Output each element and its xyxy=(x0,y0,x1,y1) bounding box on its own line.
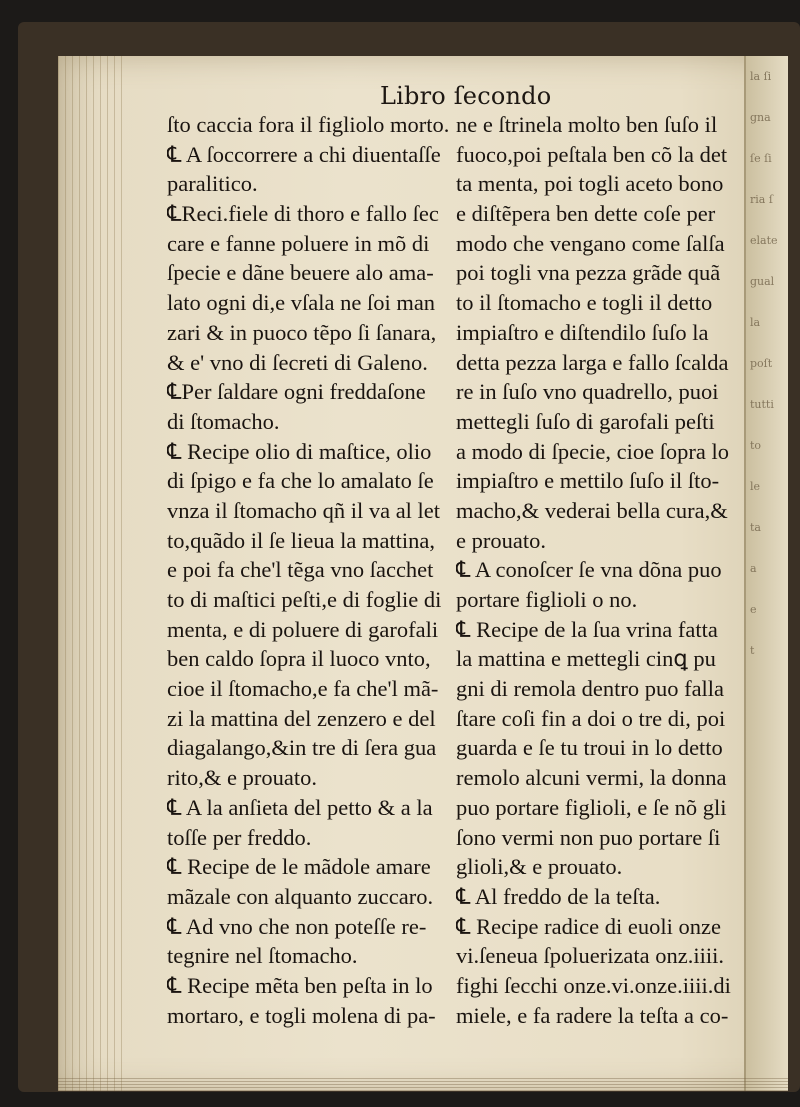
right-column-line: ℄ Al freddo de la teſta. xyxy=(456,883,661,909)
left-column-line: e poi fa che'l tẽga vno ſacchet xyxy=(167,557,434,583)
right-column-line: poi togli vna pezza grãde quã xyxy=(456,260,721,286)
left-column-line: mortaro, e togli molena di pa- xyxy=(167,1002,436,1028)
left-column-line: di ſtomacho. xyxy=(167,408,280,434)
adjacent-page-fragment: elate xyxy=(750,234,778,247)
right-column-line: portare figlioli o no. xyxy=(456,587,638,612)
adjacent-page-fragment: gna xyxy=(750,111,771,124)
left-column-line: ben caldo ſopra il luoco vnto, xyxy=(167,646,431,672)
left-column-line: to,quãdo il ſe lieua la mattina, xyxy=(167,527,436,553)
page-edges xyxy=(58,56,128,1091)
right-column-line: vi.ſeneua ſpoluerizata onz.iiii. xyxy=(456,943,725,969)
left-column-line: ℄ Recipe olio di maſtice, olio xyxy=(167,438,432,464)
left-column-line: mãzale con alquanto zuccaro. xyxy=(167,883,434,909)
left-column-line: care e fanne poluere in mõ di xyxy=(167,230,430,256)
running-head: Libro ſecondo xyxy=(380,82,552,110)
left-column-line: ſpecie e dãne beuere alo ama- xyxy=(167,260,434,286)
left-column-line: vnza il ſtomacho qñ il va al let xyxy=(167,497,441,523)
adjacent-page-fragment: e xyxy=(750,603,757,616)
adjacent-page-text xyxy=(746,56,788,671)
right-column-line: modo che vengano come ſalſa xyxy=(456,230,725,256)
left-column-line: ſto caccia fora il figliolo morto. xyxy=(167,112,450,137)
right-column-line: miele, e fa radere la teſta a co- xyxy=(456,1002,729,1028)
adjacent-page-fragment: to xyxy=(750,439,762,452)
right-column-line: ne e ſtrinela molto ben ſuſo il xyxy=(456,112,718,137)
left-column-line: tegnire nel ſtomacho. xyxy=(167,943,358,969)
left-column-line: rito,& e prouato. xyxy=(167,765,317,791)
left-column-line: to di maſtici peſti,e di foglie di xyxy=(167,587,442,612)
right-column-line: ſtare coſi fin a doi o tre di, poi xyxy=(456,705,726,731)
right-column-line: detta pezza larga e fallo ſcalda xyxy=(456,349,729,375)
right-column-line: macho,& vederai bella cura,& xyxy=(456,497,728,523)
right-column-line: guarda e ſe tu troui in lo detto xyxy=(456,735,723,761)
right-column-line: ℄ Recipe de la ſua vrina fatta xyxy=(456,616,718,642)
left-column-line: ℄ Recipe de le mãdole amare xyxy=(167,854,431,880)
left-column-line: toſſe per freddo. xyxy=(167,824,312,850)
adjacent-page-fragment: la xyxy=(750,316,761,329)
right-column-line: ſono vermi non puo portare ſi xyxy=(456,824,721,850)
page-bottom-edge xyxy=(58,1077,788,1091)
left-column-line: cioe il ſtomacho,e fa che'l mã- xyxy=(167,676,439,702)
left-column-line: ℄ A ſoccorrere a chi diuentaſſe xyxy=(167,141,441,167)
right-column-line: la mattina e mettegli cinꝗ pu xyxy=(456,646,716,672)
right-column-line: fuoco,poi peſtala ben cõ la det xyxy=(456,141,728,167)
left-column-line: ℄ A la anſieta del petto & a la xyxy=(167,794,433,820)
adjacent-page-fragment: ſe ſi xyxy=(750,152,772,165)
left-column-line: ℄Per ſaldare ogni freddaſone xyxy=(167,379,426,405)
left-column-line: di ſpigo e fa che lo amalato ſe xyxy=(167,468,434,494)
right-column-line: ℄ A conoſcer ſe vna dõna puo xyxy=(456,557,722,583)
adjacent-page-fragment: a xyxy=(750,562,757,575)
right-column-line: glioli,& e prouato. xyxy=(456,854,623,880)
adjacent-page-fragment: la ſi xyxy=(750,70,772,83)
right-column-line: impiaſtro e mettilo ſuſo il ſto- xyxy=(456,468,720,494)
left-column-line: paralitico. xyxy=(167,171,258,197)
right-column-line: gni di remola dentro puo falla xyxy=(456,676,725,702)
left-column-line: ℄ Ad vno che non poteſſe re- xyxy=(167,913,427,939)
left-column-line: lato ogni di,e vſala ne ſoi man xyxy=(167,290,436,316)
adjacent-page-fragment: poſt xyxy=(750,357,773,370)
adjacent-page-edge xyxy=(744,56,788,1091)
right-column-line: a modo di ſpecie, cioe ſopra lo xyxy=(456,438,730,464)
right-column-line: puo portare figlioli, e ſe nõ gli xyxy=(456,794,727,820)
adjacent-page-fragment: ria ſ xyxy=(750,193,773,206)
right-column-line: mettegli ſuſo di garofali peſti xyxy=(456,408,715,434)
right-column-line: e diſtẽpera ben dette coſe per xyxy=(456,201,716,227)
left-column-line: ℄Reci.fiele di thoro e fallo ſec xyxy=(167,201,439,227)
right-column-line: impiaſtro e diſtendilo ſuſo la xyxy=(456,319,709,345)
adjacent-page-fragment: tutti xyxy=(750,398,774,411)
left-column-line: ℄ Recipe mẽta ben peſta in lo xyxy=(167,972,433,998)
left-column-line: zi la mattina del zenzero e del xyxy=(167,705,436,731)
right-column-line: remolo alcuni vermi, la donna xyxy=(456,765,727,791)
right-column-line: fighi ſecchi onze.vi.onze.iiii.di xyxy=(456,972,731,998)
adjacent-page-fragment: le xyxy=(750,480,761,493)
adjacent-page-fragment: t xyxy=(750,644,755,657)
right-text-column xyxy=(456,110,741,1030)
left-text-column xyxy=(167,110,452,1030)
adjacent-page-fragment: gual xyxy=(750,275,775,288)
adjacent-page-fragment: ta xyxy=(750,521,761,534)
right-column-line: e prouato. xyxy=(456,527,546,553)
right-column-line: re in ſuſo vno quadrello, puoi xyxy=(456,379,719,405)
left-column-line: & e' vno di ſecreti di Galeno. xyxy=(167,349,428,375)
left-column-line: zari & in puoco tẽpo ſi ſanara, xyxy=(167,319,437,345)
left-column-line: diagalango,&in tre di ſera gua xyxy=(167,735,437,761)
left-column-line: menta, e di poluere di garofali xyxy=(167,616,439,642)
right-column-line: to il ſtomacho e togli il detto xyxy=(456,290,713,316)
right-column-line: ta menta, poi togli aceto bono xyxy=(456,171,724,197)
right-column-line: ℄ Recipe radice di euoli onze xyxy=(456,913,721,939)
